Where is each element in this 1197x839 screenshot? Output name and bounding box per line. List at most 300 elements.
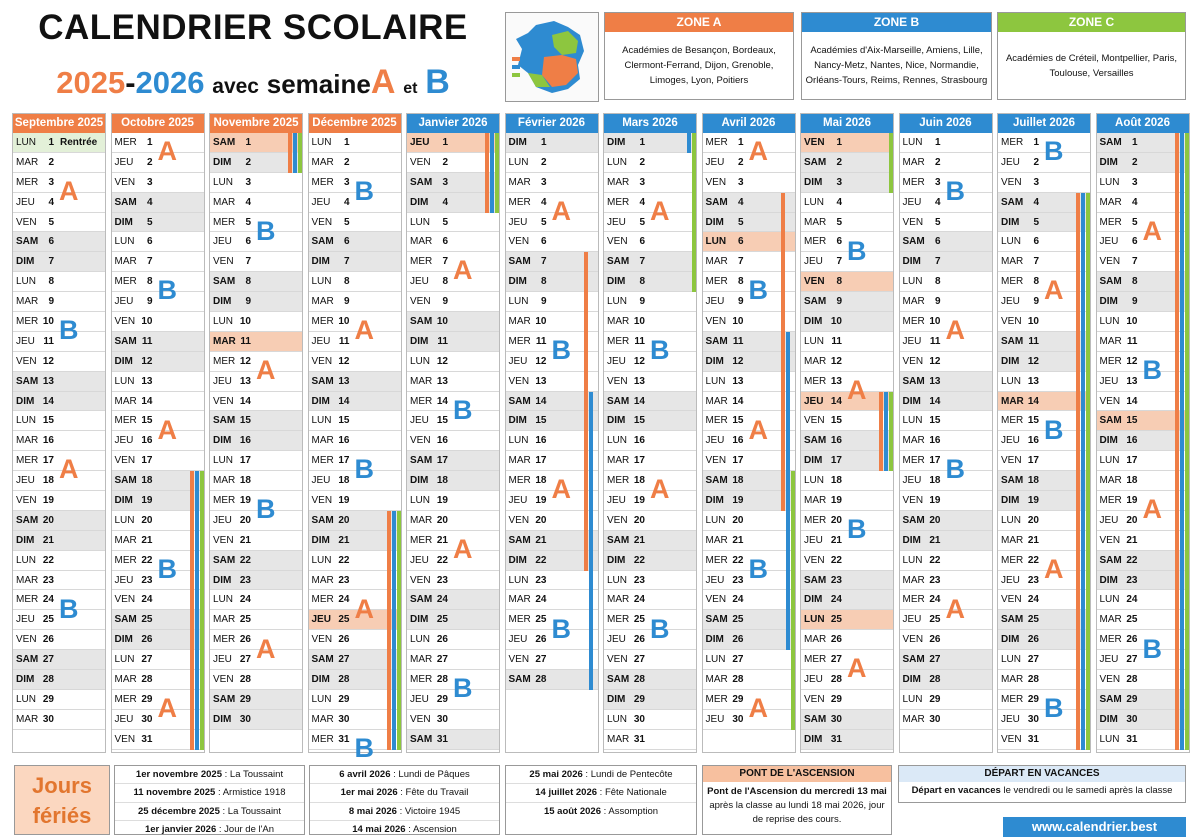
day-number: 13 — [830, 375, 842, 387]
france-map-icon — [505, 12, 599, 102]
day-row — [112, 332, 204, 352]
day-weekday: MAR — [213, 614, 236, 626]
day-number: 21 — [338, 534, 350, 546]
day-weekday: MAR — [1001, 673, 1024, 685]
day-number: 12 — [1126, 355, 1138, 367]
day-weekday: LUN — [705, 514, 726, 526]
day-number: 13 — [535, 375, 547, 387]
vacation-bar-zone-a — [387, 511, 391, 750]
day-weekday: MER — [508, 335, 531, 347]
day-number: 4 — [540, 196, 547, 208]
day-number: 11 — [338, 335, 350, 347]
day-row — [801, 312, 893, 332]
day-row — [900, 392, 992, 412]
day-number: 19 — [633, 494, 645, 506]
day-weekday: MAR — [16, 296, 39, 308]
day-weekday: DIM — [213, 574, 232, 586]
day-number: 25 — [141, 614, 153, 626]
day-number: 9 — [343, 296, 350, 308]
day-weekday: LUN — [1001, 514, 1022, 526]
week-marker-a: A — [157, 414, 177, 445]
day-number: 18 — [830, 475, 842, 487]
day-number: 4 — [934, 196, 941, 208]
vacation-bar-zone-c — [1086, 193, 1090, 750]
day-weekday: MER — [1001, 276, 1024, 288]
day-weekday: VEN — [114, 315, 136, 327]
week-marker-b: B — [650, 613, 670, 644]
day-number: 5 — [245, 216, 251, 228]
day-weekday: JEU — [114, 713, 134, 725]
day-number: 16 — [633, 435, 645, 447]
day-weekday: SAM — [1001, 196, 1024, 208]
holiday-date: 14 mai 2026 — [352, 824, 406, 836]
day-weekday: DIM — [705, 355, 724, 367]
day-number: 2 — [934, 156, 941, 168]
vacation-bar-zone-a — [288, 133, 292, 173]
day-row — [407, 571, 499, 591]
day-number: 23 — [42, 574, 54, 586]
day-weekday: MAR — [804, 494, 827, 506]
day-weekday: DIM — [902, 256, 921, 268]
day-row — [801, 630, 893, 650]
day-weekday: LUN — [705, 654, 726, 666]
day-weekday: MER — [16, 176, 39, 188]
day-number: 22 — [535, 554, 547, 566]
day-weekday: JEU — [804, 673, 823, 685]
day-weekday: MAR — [1099, 475, 1122, 487]
week-marker-b: B — [551, 335, 571, 365]
day-number: 23 — [1126, 574, 1138, 586]
day-number: 24 — [42, 594, 54, 606]
vacation-bar-zone-b — [589, 392, 593, 691]
day-weekday: LUN — [213, 176, 234, 188]
day-number: 29 — [239, 693, 251, 705]
day-row — [13, 551, 105, 571]
day-weekday: LUN — [213, 315, 234, 327]
day-number: 29 — [732, 693, 744, 705]
day-row — [210, 531, 302, 551]
day-number: 25 — [239, 614, 251, 626]
month-header: Novembre 2025 — [210, 114, 302, 133]
day-number: 1 — [442, 136, 448, 148]
day-weekday: LUN — [902, 554, 923, 566]
day-weekday: LUN — [114, 654, 135, 666]
day-weekday: MER — [1001, 136, 1024, 148]
day-weekday: JEU — [311, 614, 331, 626]
day-number: 21 — [535, 534, 547, 546]
day-weekday: MAR — [213, 475, 236, 487]
day-weekday: LUN — [410, 494, 431, 506]
day-row — [112, 232, 204, 252]
day-row — [112, 392, 204, 412]
month-column — [209, 113, 303, 753]
day-weekday: VEN — [1099, 395, 1121, 407]
day-weekday: LUN — [410, 216, 431, 228]
day-weekday: DIM — [804, 594, 823, 606]
day-weekday: DIM — [1099, 713, 1118, 725]
day-number: 15 — [535, 415, 547, 427]
day-number: 6 — [442, 236, 448, 248]
day-weekday: MER — [705, 693, 728, 705]
day-number: 28 — [732, 673, 744, 685]
year-sep: - — [125, 65, 136, 100]
day-number: 16 — [239, 435, 251, 447]
holiday-date: 1er novembre 2025 — [135, 769, 222, 780]
day-weekday: MER — [508, 475, 531, 487]
day-row — [112, 252, 204, 272]
day-number: 5 — [836, 216, 842, 228]
day-number: 30 — [239, 713, 251, 725]
day-number: 13 — [436, 375, 448, 387]
day-number: 28 — [436, 673, 448, 685]
holiday-label: : Lundi de Pâques — [390, 769, 470, 780]
vacation-bar-zone-b — [1081, 193, 1085, 750]
day-weekday: VEN — [16, 494, 37, 506]
day-number: 12 — [929, 355, 941, 367]
day-number: 31 — [1126, 733, 1138, 745]
day-weekday: MAR — [508, 594, 531, 606]
day-row — [13, 292, 105, 312]
holiday-date: 14 juillet 2026 — [535, 787, 598, 799]
day-number: 24 — [633, 594, 645, 606]
day-number: 24 — [436, 594, 448, 606]
day-number: 11 — [141, 335, 153, 347]
holiday-date: 25 mai 2026 — [529, 769, 583, 780]
semaine-text: semaine — [266, 69, 371, 99]
day-number: 16 — [535, 435, 547, 447]
day-number: 7 — [1131, 256, 1138, 268]
vacation-bar-zone-c — [495, 133, 499, 213]
day-number: 15 — [42, 415, 54, 427]
day-number: 18 — [338, 475, 350, 487]
day-weekday: MER — [410, 256, 433, 268]
day-number: 30 — [141, 713, 153, 725]
day-row — [900, 511, 992, 531]
month-header: Février 2026 — [506, 114, 598, 133]
day-number: 8 — [737, 276, 744, 288]
day-weekday: DIM — [410, 614, 429, 626]
day-number: 3 — [639, 176, 645, 188]
vacation-bar-zone-b — [687, 133, 691, 153]
month-column — [12, 113, 106, 753]
day-number: 9 — [540, 296, 547, 308]
week-marker-a: A — [453, 534, 473, 564]
day-weekday: SAM — [311, 514, 334, 526]
day-number: 19 — [239, 494, 251, 506]
vacation-bar-zone-a — [1175, 133, 1179, 750]
day-number: 6 — [836, 236, 842, 248]
day-number: 25 — [535, 614, 547, 626]
day-weekday: JEU — [311, 335, 331, 347]
day-number: 20 — [1126, 514, 1138, 526]
day-weekday: JEU — [902, 196, 922, 208]
day-weekday: MER — [1099, 355, 1122, 367]
day-weekday: LUN — [1099, 594, 1120, 606]
day-number: 17 — [830, 455, 842, 467]
day-number: 27 — [141, 654, 153, 666]
day-number: 21 — [732, 534, 744, 546]
day-weekday: JEU — [1001, 713, 1020, 725]
day-number: 30 — [1126, 713, 1138, 725]
day-row — [801, 332, 893, 352]
day-weekday: MAR — [607, 176, 630, 188]
day-weekday: MER — [213, 634, 236, 646]
day-weekday: SAM — [607, 534, 630, 546]
day-number: 15 — [1027, 415, 1039, 427]
week-marker-b: B — [256, 494, 276, 525]
day-weekday: MAR — [902, 574, 925, 586]
day-number: 23 — [1027, 574, 1039, 586]
day-row — [900, 133, 992, 153]
day-weekday: DIM — [311, 256, 330, 268]
day-weekday: DIM — [804, 315, 823, 327]
day-number: 4 — [1131, 196, 1138, 208]
day-row — [703, 650, 795, 670]
day-number: 4 — [48, 196, 54, 208]
day-number: 24 — [929, 594, 941, 606]
day-number: 27 — [338, 654, 350, 666]
day-number: 20 — [732, 514, 744, 526]
day-row — [112, 193, 204, 213]
day-weekday: SAM — [508, 256, 531, 268]
day-row — [407, 213, 499, 233]
day-number: 12 — [338, 355, 350, 367]
day-row — [309, 133, 401, 153]
day-row — [801, 272, 893, 292]
day-number: 14 — [830, 395, 842, 407]
day-weekday: SAM — [410, 733, 433, 745]
day-row — [703, 590, 795, 610]
letter-b: B — [425, 63, 450, 101]
day-weekday: SAM — [804, 435, 827, 447]
day-number: 25 — [633, 614, 645, 626]
jours-feries-title — [14, 765, 110, 835]
month-header: Juillet 2026 — [998, 114, 1090, 133]
week-marker-b: B — [551, 613, 571, 644]
day-weekday: DIM — [16, 256, 35, 268]
day-weekday: JEU — [1099, 236, 1119, 248]
day-number: 12 — [535, 355, 547, 367]
day-number: 15 — [141, 415, 153, 427]
day-number: 15 — [338, 415, 350, 427]
day-weekday: LUN — [114, 375, 135, 387]
day-number: 8 — [48, 276, 54, 288]
day-weekday: MER — [607, 196, 630, 208]
day-row — [407, 431, 499, 451]
month-header: Octobre 2025 — [112, 114, 204, 133]
day-note: Rentrée — [60, 136, 98, 148]
day-row — [801, 292, 893, 312]
day-number: 13 — [1126, 375, 1138, 387]
day-row — [801, 690, 893, 710]
week-marker-b: B — [157, 275, 177, 306]
page-title: CALENDRIER SCOLAIRE — [38, 8, 468, 47]
day-row — [703, 670, 795, 690]
day-number: 6 — [48, 236, 54, 248]
day-weekday: MER — [16, 315, 39, 327]
website-link[interactable]: www.calendrier.best — [1003, 817, 1186, 837]
day-weekday: VEN — [16, 634, 37, 646]
day-row — [407, 650, 499, 670]
day-row — [604, 372, 696, 392]
day-weekday: DIM — [804, 176, 823, 188]
day-number: 7 — [245, 256, 251, 268]
day-weekday: LUN — [1099, 315, 1120, 327]
vacation-bar-zone-c — [692, 133, 696, 292]
day-number: 4 — [343, 196, 350, 208]
day-number: 29 — [929, 693, 941, 705]
day-weekday: JEU — [1001, 574, 1020, 586]
day-weekday: DIM — [705, 634, 724, 646]
day-row — [604, 292, 696, 312]
holiday-label: : Assomption — [601, 805, 659, 817]
day-row — [407, 590, 499, 610]
day-weekday: LUN — [213, 594, 234, 606]
day-number: 1 — [245, 136, 251, 148]
day-row — [900, 650, 992, 670]
day-row — [900, 571, 992, 591]
day-number: 10 — [42, 315, 54, 327]
day-number: 30 — [338, 713, 350, 725]
day-weekday: MER — [410, 395, 433, 407]
day-number: 19 — [929, 494, 941, 506]
day-weekday: LUN — [508, 435, 529, 447]
day-weekday: MAR — [114, 256, 137, 268]
holidays-col-2 — [309, 765, 500, 835]
zone-c-title: ZONE C — [998, 13, 1185, 32]
day-weekday: LUN — [1099, 455, 1120, 467]
day-number: 12 — [1027, 355, 1039, 367]
day-weekday: JEU — [508, 494, 528, 506]
day-weekday: VEN — [311, 494, 333, 506]
day-number: 31 — [436, 733, 448, 745]
day-row — [407, 630, 499, 650]
day-row — [13, 491, 105, 511]
holiday-item — [115, 784, 304, 802]
day-row — [900, 670, 992, 690]
day-number: 21 — [1027, 534, 1039, 546]
day-number: 15 — [830, 415, 842, 427]
week-marker-b: B — [1142, 633, 1162, 664]
day-number: 3 — [737, 176, 744, 188]
day-number: 3 — [442, 176, 448, 188]
day-weekday: VEN — [410, 713, 431, 725]
vacation-bar-zone-a — [781, 193, 785, 511]
day-weekday: VEN — [114, 455, 136, 467]
day-number: 5 — [1033, 216, 1039, 228]
day-weekday: MAR — [114, 673, 137, 685]
day-number: 24 — [535, 594, 547, 606]
day-weekday: JEU — [311, 196, 331, 208]
day-weekday: DIM — [902, 534, 921, 546]
week-marker-a: A — [1044, 553, 1064, 584]
day-row — [900, 630, 992, 650]
day-number: 2 — [737, 156, 744, 168]
day-number: 3 — [146, 176, 153, 188]
day-weekday: SAM — [902, 514, 925, 526]
holiday-date: 1er janvier 2026 — [144, 824, 217, 836]
day-number: 21 — [239, 534, 251, 546]
day-row — [210, 292, 302, 312]
day-number: 8 — [1033, 276, 1039, 288]
day-number: 17 — [1126, 455, 1138, 467]
day-row — [210, 451, 302, 471]
day-row — [210, 610, 302, 630]
day-row — [900, 252, 992, 272]
day-weekday: MAR — [1099, 196, 1122, 208]
day-weekday: VEN — [607, 654, 628, 666]
day-row — [801, 710, 893, 730]
day-weekday: SAM — [508, 673, 531, 685]
day-number: 25 — [732, 614, 744, 626]
day-weekday: SAM — [16, 514, 39, 526]
day-weekday: VEN — [1001, 455, 1022, 467]
day-number: 25 — [436, 614, 448, 626]
day-weekday: MAR — [311, 296, 334, 308]
day-row — [309, 491, 401, 511]
day-weekday: DIM — [114, 216, 133, 228]
day-weekday: MER — [16, 594, 39, 606]
day-number: 2 — [1131, 156, 1138, 168]
day-weekday: MER — [804, 375, 827, 387]
day-weekday: LUN — [114, 236, 135, 248]
day-weekday: DIM — [410, 335, 429, 347]
day-weekday: LUN — [804, 475, 825, 487]
vacation-bar-zone-a — [879, 392, 883, 472]
day-weekday: LUN — [902, 693, 923, 705]
day-number: 27 — [633, 654, 645, 666]
day-row — [407, 312, 499, 332]
day-weekday: LUN — [902, 415, 923, 427]
week-marker-b: B — [354, 733, 374, 763]
day-row — [13, 690, 105, 710]
day-weekday: LUN — [311, 693, 332, 705]
day-weekday: LUN — [16, 276, 37, 288]
day-row — [112, 372, 204, 392]
day-weekday: MAR — [311, 156, 334, 168]
holiday-item — [115, 766, 304, 784]
day-row — [900, 272, 992, 292]
holiday-item — [506, 803, 696, 820]
jf-line1: Jours — [32, 773, 92, 798]
week-marker-a: A — [59, 454, 79, 485]
day-weekday: JEU — [705, 713, 725, 725]
day-number: 28 — [1126, 673, 1138, 685]
day-number: 18 — [732, 475, 744, 487]
day-weekday: VEN — [114, 176, 136, 188]
day-number: 13 — [929, 375, 941, 387]
day-number: 5 — [1131, 216, 1138, 228]
day-row — [13, 710, 105, 730]
day-row — [13, 431, 105, 451]
vacation-bar-zone-a — [1076, 193, 1080, 750]
day-weekday: SAM — [508, 534, 531, 546]
holiday-item — [115, 821, 304, 838]
day-row — [13, 511, 105, 531]
day-weekday: SAM — [16, 236, 39, 248]
day-number: 4 — [836, 196, 842, 208]
day-weekday: LUN — [508, 574, 529, 586]
day-row — [801, 730, 893, 750]
holiday-label: : Armistice 1918 — [215, 787, 286, 799]
day-weekday: LUN — [607, 156, 628, 168]
day-weekday: MER — [114, 276, 137, 288]
day-weekday: JEU — [705, 574, 725, 586]
month-column — [308, 113, 402, 763]
day-weekday: SAM — [16, 654, 39, 666]
day-weekday: LUN — [804, 196, 825, 208]
day-weekday: JEU — [410, 415, 429, 427]
